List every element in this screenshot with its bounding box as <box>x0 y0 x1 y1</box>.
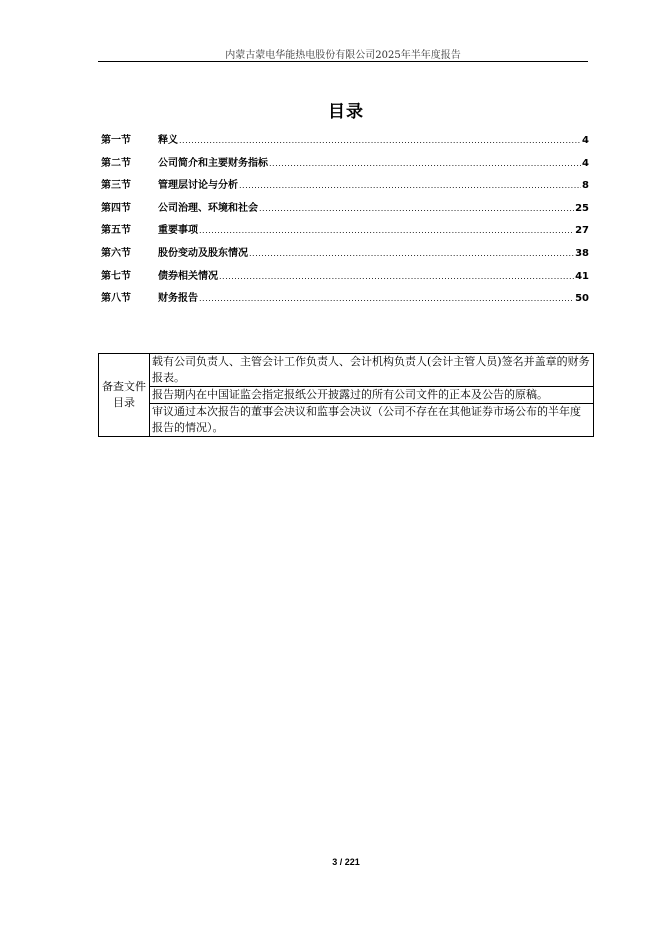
toc-entry[interactable] <box>101 154 589 177</box>
table-row <box>99 354 594 387</box>
toc-section-name: 释义 <box>158 135 178 146</box>
toc-section-number: 第七节 <box>101 270 131 282</box>
toc-page-number: 4 <box>582 135 589 146</box>
toc-section-number: 第四节 <box>101 202 131 214</box>
reference-document-item: 审议通过本次报告的董事会决议和监事会决议（公司不存在在其他证券市场公布的半年度报告的情况）。 <box>150 404 594 437</box>
toc-leader-dots <box>219 272 574 281</box>
toc-entry[interactable] <box>101 131 589 154</box>
toc-page-number: 4 <box>582 157 589 169</box>
toc-section-name: 重要事项 <box>158 225 198 237</box>
toc-section-number: 第二节 <box>101 157 131 169</box>
toc-page-number: 38 <box>575 247 589 259</box>
toc-leader-dots <box>239 181 581 190</box>
report-header-title: 内蒙古蒙电华能热电股份有限公司2025年半年度报告 <box>225 50 461 61</box>
toc-leader-dots <box>249 249 574 258</box>
toc-section-number: 第三节 <box>101 180 131 192</box>
reference-documents-label <box>99 354 150 437</box>
reference-label-line2: 目录 <box>113 396 135 409</box>
page-number: 3 / 221 <box>332 857 360 867</box>
reference-label-line1: 备查文件 <box>102 380 146 393</box>
toc-entry[interactable] <box>101 289 589 312</box>
toc-entry[interactable] <box>101 176 589 199</box>
toc-section-name: 公司治理、环境和社会 <box>158 202 258 214</box>
toc-page-number: 50 <box>575 293 589 305</box>
toc-entry[interactable] <box>101 267 589 290</box>
toc-section-name: 财务报告 <box>158 293 198 305</box>
toc-section-name: 股份变动及股东情况 <box>158 247 248 259</box>
reference-document-item: 报告期内在中国证监会指定报纸公开披露过的所有公司文件的正本及公告的原稿。 <box>150 387 594 404</box>
toc-page-number: 8 <box>582 180 589 192</box>
toc-title: 目录 <box>328 102 364 122</box>
table-row <box>99 404 594 437</box>
toc-leader-dots <box>199 226 574 235</box>
toc-section-number: 第六节 <box>101 247 131 259</box>
toc-section-number: 第一节 <box>101 135 131 146</box>
toc-entry[interactable] <box>101 244 589 267</box>
table-of-contents <box>101 131 589 312</box>
reference-document-item: 载有公司负责人、主管会计工作负责人、会计机构负责人(会计主管人员)签名并盖章的财务报表。 <box>150 354 594 387</box>
toc-entry[interactable] <box>101 199 589 222</box>
toc-leader-dots <box>259 204 574 213</box>
toc-entry[interactable] <box>101 221 589 244</box>
reference-documents-table <box>98 353 594 437</box>
toc-section-name: 公司简介和主要财务指标 <box>158 157 268 169</box>
toc-page-number: 41 <box>575 270 589 282</box>
toc-section-name: 债券相关情况 <box>158 270 218 282</box>
table-row <box>99 387 594 404</box>
toc-page-number: 27 <box>575 225 589 237</box>
toc-page-number: 25 <box>575 202 589 214</box>
header-rule <box>98 61 588 62</box>
toc-section-number: 第八节 <box>101 293 131 305</box>
toc-section-number: 第五节 <box>101 225 131 237</box>
toc-section-name: 管理层讨论与分析 <box>158 180 238 192</box>
toc-leader-dots <box>199 294 574 303</box>
toc-leader-dots <box>179 136 581 145</box>
toc-leader-dots <box>269 159 581 168</box>
